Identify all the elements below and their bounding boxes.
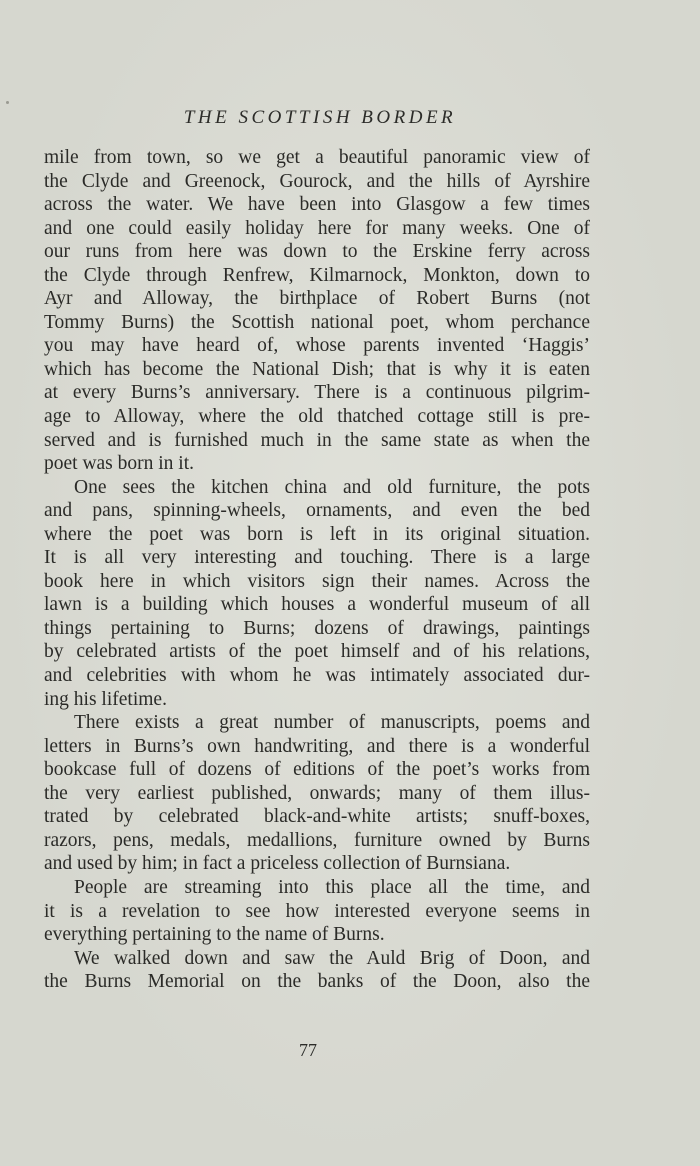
text-line: People are streaming into this place all the time, and (74, 876, 590, 898)
text-line: it is a revelation to see how interested everyone seems in (44, 900, 590, 922)
text-line: and celebrities with whom he was intimately associated dur- (44, 665, 590, 687)
text-line: poet was born in it. (44, 453, 195, 475)
text-line: you may have heard of, whose parents invented ‘Haggis’ (44, 335, 590, 357)
text-line: bookcase full of dozens of editions of the poet’s works from (44, 759, 590, 781)
text-line: and used by him; in fact a priceless collection of Burnsiana. (44, 853, 511, 875)
text-line: ing his lifetime. (44, 688, 167, 710)
page-number: 77 (299, 1040, 317, 1060)
text-line: book here in which visitors sign their names. Across the (44, 570, 590, 592)
text-line: the Clyde and Greenock, Gourock, and the hills of Ayrshire (44, 170, 590, 192)
text-line: and pans, spinning-wheels, ornaments, and even the bed (44, 500, 590, 522)
paper-speck (6, 101, 9, 104)
text-line: razors, pens, medals, medallions, furniture owned by Burns (44, 829, 590, 851)
text-line: Ayr and Alloway, the birthplace of Robert Burns (not (44, 288, 590, 310)
running-head: THE SCOTTISH BORDER (183, 107, 457, 128)
text-line: It is all very interesting and touching. There is a large (44, 547, 590, 569)
text-line: the Clyde through Renfrew, Kilmarnock, Monkton, down to (44, 264, 590, 286)
text-line: mile from town, so we get a beautiful panoramic view of (44, 147, 590, 168)
text-line: our runs from here was down to the Erskine ferry across (44, 241, 590, 263)
text-line: Tommy Burns) the Scottish national poet, whom perchance (44, 311, 590, 333)
text-line: things pertaining to Burns; dozens of drawings, paintings (44, 617, 590, 639)
text-line: letters in Burns’s own handwriting, and there is a wonderful (44, 735, 590, 757)
text-line: which has become the National Dish; that is why it is eaten (44, 358, 590, 380)
text-line: where the poet was born is left in its original situation. (44, 523, 590, 545)
text-line: There exists a great number of manuscripts, poems and (74, 712, 590, 734)
text-line: and one could easily holiday here for many weeks. One of (44, 217, 590, 239)
text-line: by celebrated artists of the poet himself and of his relations, (44, 641, 590, 663)
text-line: We walked down and saw the Auld Brig of Doon, and (74, 947, 590, 969)
text-line: lawn is a building which houses a wonderful museum of all (44, 594, 590, 616)
text-line: trated by celebrated black-and-white artists; snuff-boxes, (44, 806, 590, 828)
text-line: at every Burns’s anniversary. There is a continuous pilgrim- (44, 382, 590, 404)
body-text (44, 146, 590, 994)
text-line: the very earliest published, onwards; many of them illus- (44, 782, 590, 804)
text-line: the Burns Memorial on the banks of the Doon, also the (44, 971, 590, 993)
text-line: One sees the kitchen china and old furniture, the pots (74, 476, 590, 498)
text-line: served and is furnished much in the same state as when the (44, 429, 590, 451)
text-line: across the water. We have been into Glasgow a few times (44, 194, 590, 216)
text-line: everything pertaining to the name of Burns. (44, 924, 385, 946)
text-line: age to Alloway, where the old thatched cottage still is pre- (44, 406, 590, 428)
